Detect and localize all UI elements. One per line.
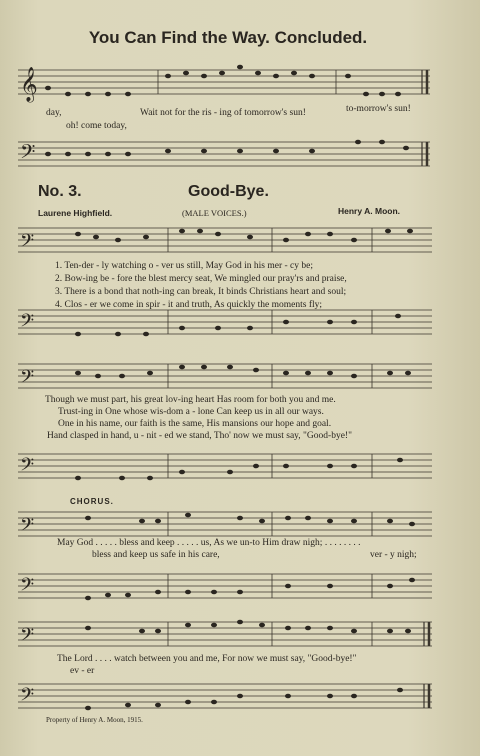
svg-text:𝄢: 𝄢	[20, 311, 35, 336]
bass-staff	[18, 142, 430, 166]
chorus-line-1: May God . . . . . bless and keep . . . . . us, As we un-to Him draw nigh; . . . . . . . .	[57, 538, 361, 548]
svg-text:𝄢: 𝄢	[20, 455, 35, 480]
lyric-wait-not: Wait not for the ris - ing of tomorrow's sun!	[140, 108, 306, 118]
verse-1-line-3: 3. There is a bond that noth-ing can break, It binds Christians heart and soul;	[55, 287, 347, 297]
lyric-day: day,	[46, 108, 62, 118]
svg-text:𝄢: 𝄢	[20, 140, 36, 168]
verse-2-line-2: Trust-ing in One whose wis-dom a - lone Can keep us in all our ways.	[58, 407, 324, 417]
chorus-line-3: ver - y nigh;	[370, 550, 417, 560]
verse-1-line-2: 2. Bow-ing be - fore the blest mercy seat, We mingled our pray'rs and praise,	[55, 274, 347, 284]
lyric-come-today: oh! come today,	[66, 121, 127, 131]
svg-text:𝄢: 𝄢	[20, 515, 35, 540]
chorus-line-5: ev - er	[70, 666, 95, 676]
chorus-line-4: The Lord . . . . watch between you and me, For now we must say, "Good-bye!"	[57, 654, 357, 664]
chorus-line-2: bless and keep us safe in his care,	[92, 550, 220, 560]
verse-2-line-3: One in his name, our faith is the same, His mansions our hope and goal.	[58, 419, 332, 429]
voices: (MALE VOICES.)	[182, 208, 247, 218]
composer: Henry A. Moon.	[338, 206, 401, 216]
verse-2-line-4: Hand clasped in hand, u - nit - ed we stand, Tho' now we must say, "Good-bye!"	[47, 431, 352, 441]
svg-text:𝄢: 𝄢	[20, 367, 35, 392]
verse-2-line-1: Though we must part, his great lov-ing heart Has room for both you and me.	[45, 395, 336, 405]
verse-1-line-4: 4. Clos - er we come in spir - it and truth, As quickly the moments fly;	[55, 300, 323, 310]
verse-1-line-1: 1. Ten-der - ly watching o - ver us still, May God in his mer - cy be;	[55, 261, 313, 271]
svg-text:𝄢: 𝄢	[20, 231, 35, 256]
page-title: You Can Find the Way. Concluded.	[88, 28, 368, 47]
author: Laurene Highfield.	[38, 208, 113, 218]
svg-text:𝄢: 𝄢	[20, 625, 35, 650]
lyric-tomorrow: to-morrow's sun!	[346, 104, 411, 114]
svg-text:𝄢: 𝄢	[20, 575, 35, 600]
svg-text:𝄢: 𝄢	[20, 685, 35, 710]
footer-credit: Property of Henry A. Moon, 1915.	[46, 716, 143, 724]
hymn-number: No. 3.	[38, 183, 82, 200]
hymn-title: Good-Bye.	[188, 183, 269, 200]
chorus-label: CHORUS.	[70, 497, 114, 506]
svg-text:𝄞: 𝄞	[20, 67, 38, 102]
